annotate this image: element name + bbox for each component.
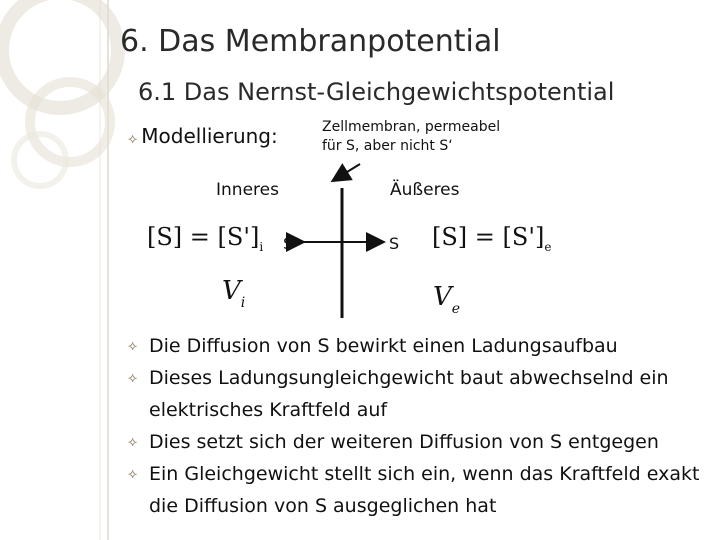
list-item	[128, 426, 708, 458]
bullet-icon: ⟡	[128, 338, 138, 354]
potential-inner-sub: i	[240, 295, 246, 311]
potential-inner	[222, 276, 245, 311]
potential-inner-v: V	[222, 276, 241, 306]
bullet-text: Ein Gleichgewicht stellt sich ein, wenn das Kraftfeld exakt die Diffusion von S ausgeglichen hat	[149, 463, 700, 517]
potential-outer-v: V	[433, 282, 452, 312]
slide-subtitle: 6.1 Das Nernst-Gleichgewichtspotential	[138, 78, 615, 106]
potential-outer-sub: e	[451, 301, 461, 317]
modelling-label: Modellierung:	[141, 124, 278, 148]
equation-outer-sub: e	[544, 240, 552, 254]
list-item	[128, 330, 708, 362]
bullet-icon: ⟡	[128, 131, 138, 147]
list-item	[128, 362, 708, 426]
bullet-icon: ⟡	[128, 466, 138, 482]
equation-outer-text: [S] = [S']	[432, 223, 545, 251]
bullet-text: Die Diffusion von S bewirkt einen Ladungsaufbau	[149, 335, 618, 357]
bullet-icon: ⟡	[128, 370, 138, 386]
annotation-line-1: Zellmembran, permeabel	[322, 119, 501, 135]
bullet-list	[128, 330, 708, 522]
modelling-bullet	[128, 124, 278, 148]
list-item	[128, 458, 708, 522]
outer-label: Äußeres	[390, 180, 460, 200]
equation-inner-sub: i	[259, 240, 264, 254]
inner-label: Inneres	[216, 180, 279, 200]
equation-inner-text: [S] = [S']	[147, 223, 260, 251]
potential-outer	[433, 282, 460, 317]
s-right-label: S	[389, 234, 400, 253]
annotation-arrow	[334, 164, 360, 180]
membrane-annotation	[322, 118, 522, 156]
slide-title: 6. Das Membranpotential	[120, 24, 501, 59]
equation-outer	[432, 223, 551, 254]
bullet-icon: ⟡	[128, 434, 138, 450]
bullet-text: Dies setzt sich der weiteren Diffusion von S entgegen	[149, 431, 659, 453]
bullet-text: Dieses Ladungsungleichgewicht baut abwechselnd ein elektrisches Kraftfeld auf	[149, 367, 669, 421]
annotation-line-2: für S, aber nicht S‘	[322, 138, 453, 154]
s-left-label: S	[283, 234, 294, 253]
equation-inner	[147, 223, 263, 254]
